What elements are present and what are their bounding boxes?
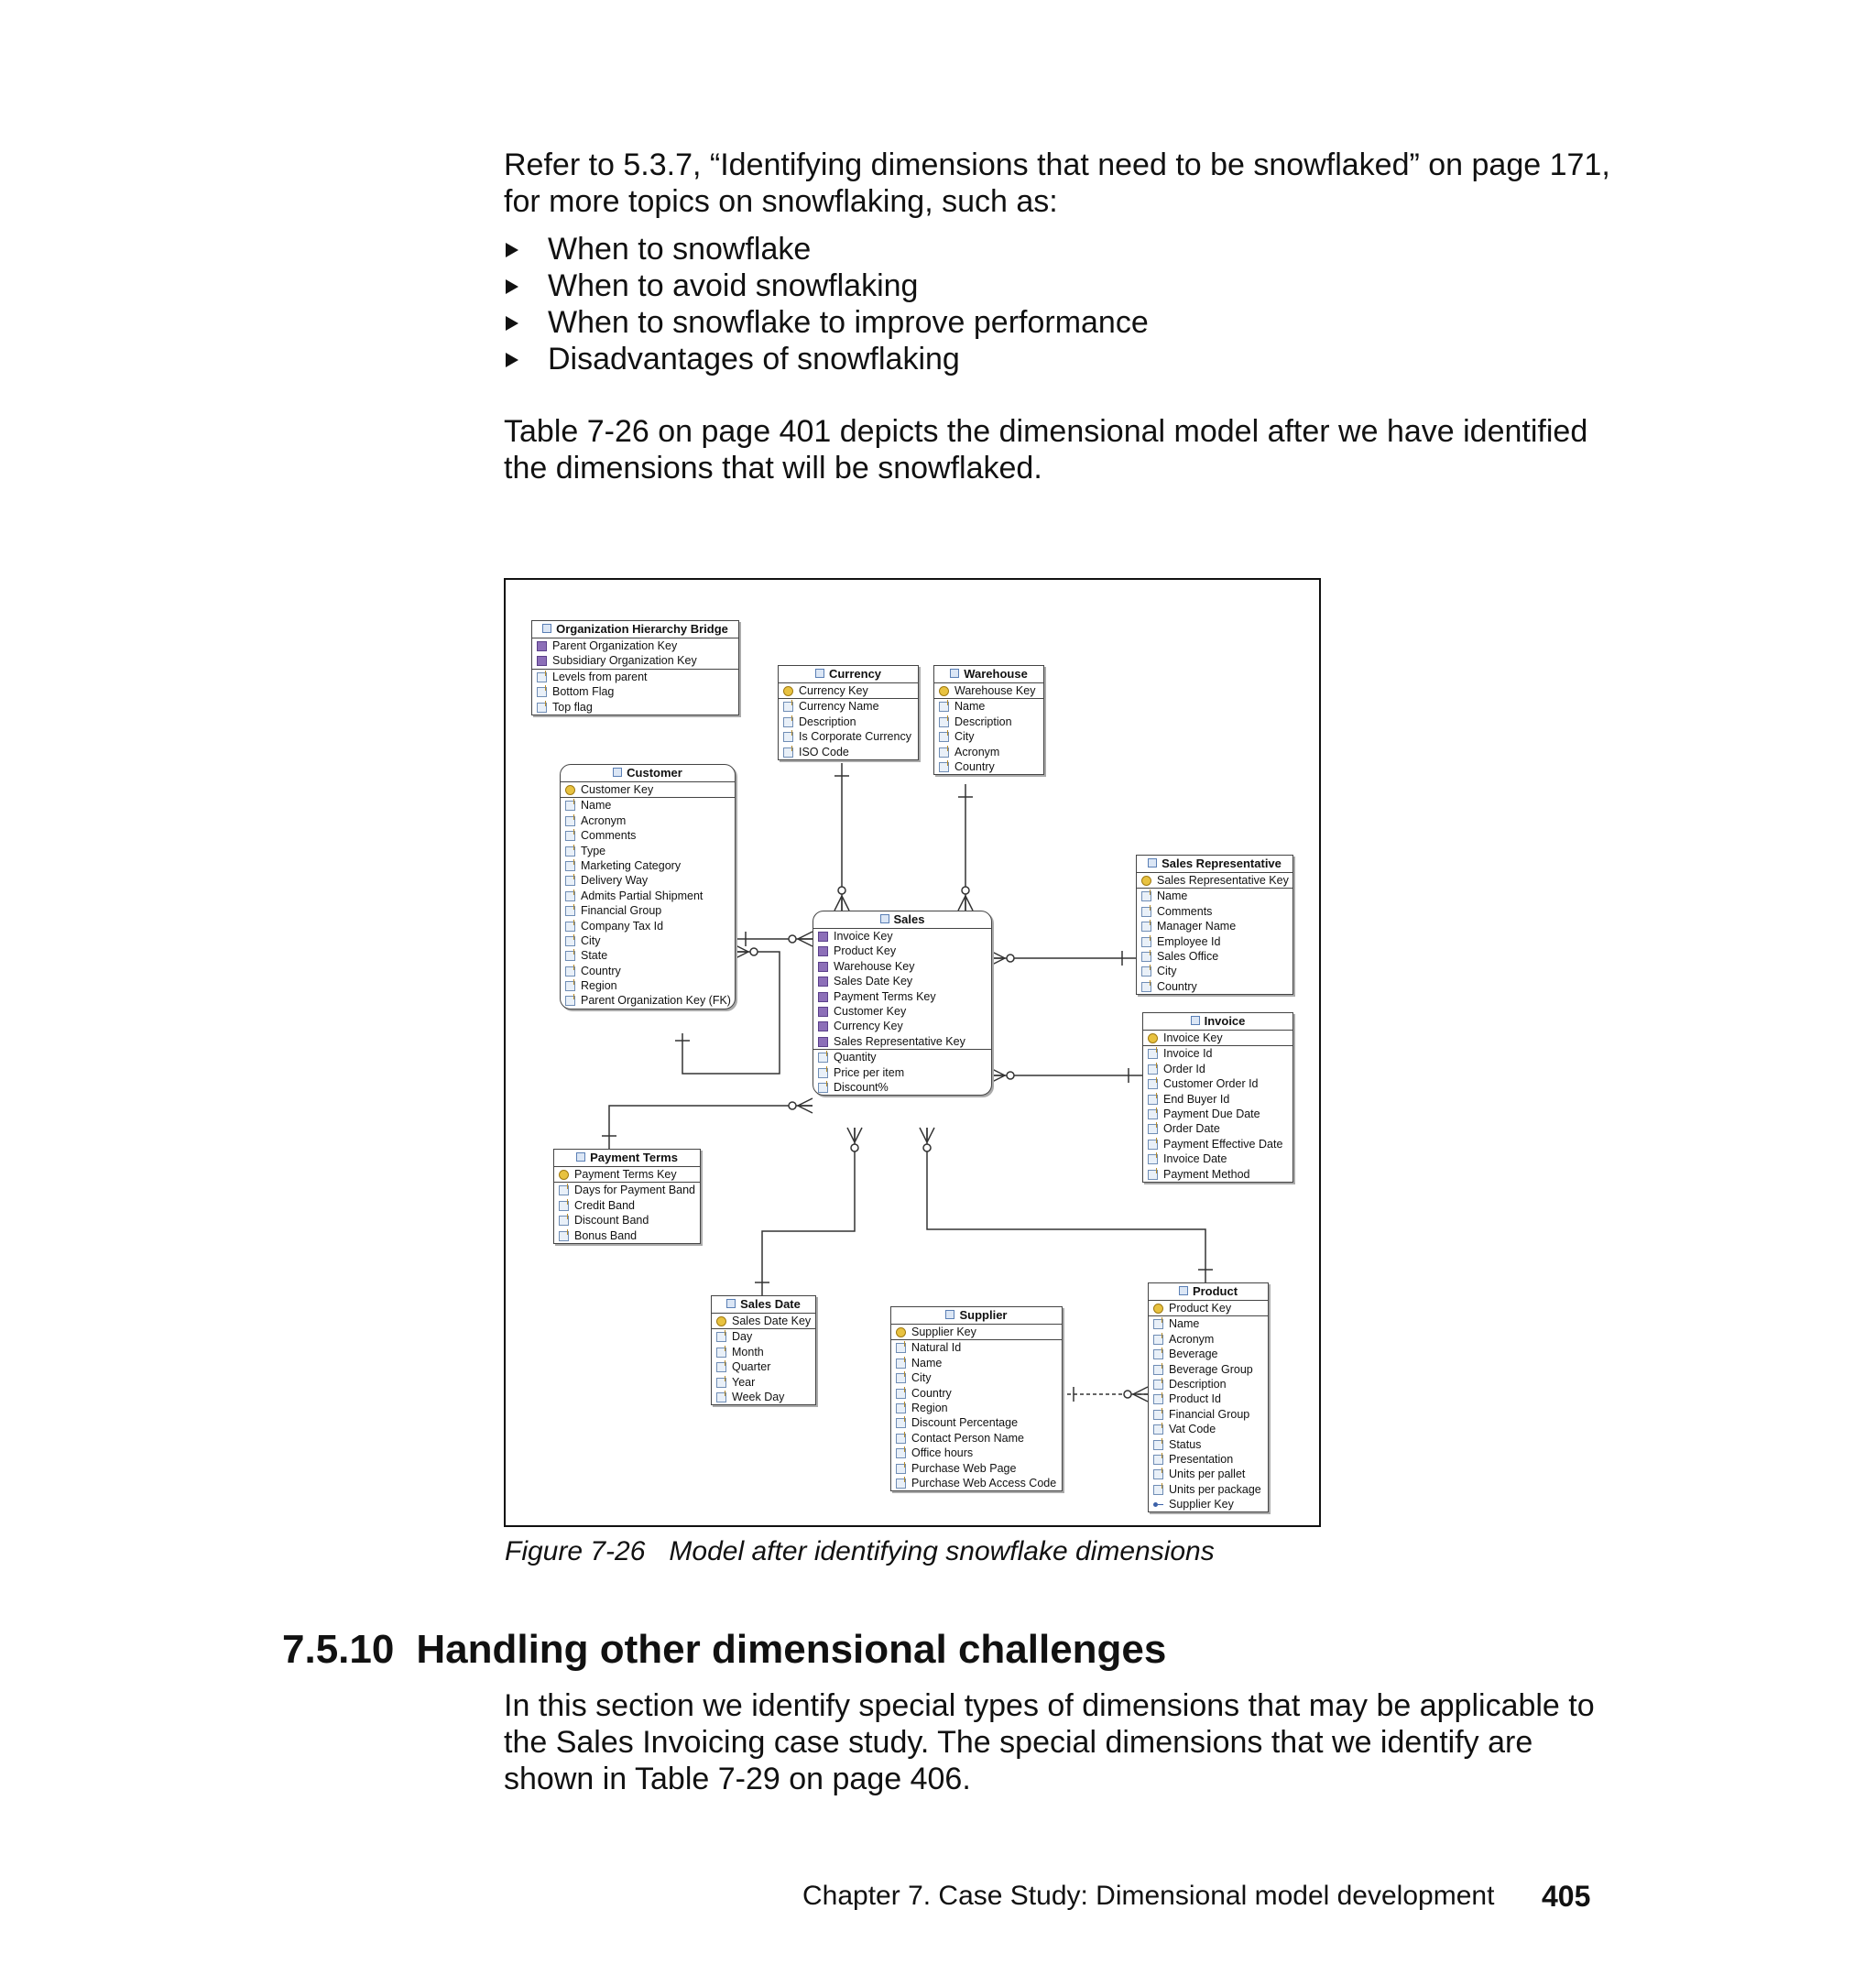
column-icon xyxy=(537,672,547,682)
bullet-text: When to avoid snowflaking xyxy=(548,268,919,303)
entity-attribute: Supplier Key xyxy=(1149,1497,1268,1511)
section-heading xyxy=(282,1626,1166,1674)
entity-attributes xyxy=(779,699,918,759)
entity-attribute: Invoice Key xyxy=(813,929,991,944)
entity-title-text: Payment Terms xyxy=(590,1151,678,1164)
column-icon xyxy=(896,1389,906,1399)
entity-attribute: Country xyxy=(561,964,735,978)
column-icon xyxy=(939,702,949,712)
link-icon xyxy=(1153,1500,1162,1508)
figure-number: Figure 7-26 xyxy=(505,1536,646,1566)
foreign-key-icon xyxy=(818,992,828,1002)
column-icon xyxy=(565,981,575,991)
column-icon xyxy=(559,1216,569,1226)
entity-attribute: Name xyxy=(934,699,1043,714)
entity-attributes xyxy=(1137,889,1292,994)
column-icon xyxy=(783,732,793,742)
entity-attribute: Invoice Date xyxy=(1143,1151,1292,1166)
column-icon xyxy=(1148,1095,1158,1105)
column-icon xyxy=(1148,1154,1158,1164)
entity-warehouse xyxy=(933,665,1044,775)
key-icon xyxy=(896,1327,906,1337)
column-icon xyxy=(896,1403,906,1413)
figure-caption xyxy=(505,1535,1215,1568)
column-icon xyxy=(1141,907,1151,917)
entity-title xyxy=(712,1296,815,1314)
intro-paragraph: Refer to 5.3.7, “Identifying dimensions that need to be snowflaked” on page 171, for more topics on snowflaking, such as: xyxy=(504,147,1610,219)
bullet-triangle-icon xyxy=(506,243,518,257)
entity-attribute: Purchase Web Page xyxy=(891,1461,1062,1476)
column-icon xyxy=(565,876,575,886)
table-icon xyxy=(945,1310,954,1319)
entity-payterms xyxy=(553,1149,701,1244)
entity-attribute: City xyxy=(1137,964,1292,978)
bullet-text: When to snowflake to improve performance xyxy=(548,305,1149,340)
table-icon xyxy=(613,768,622,777)
table-icon xyxy=(815,669,824,678)
crows-foot-marker xyxy=(847,1128,862,1151)
entity-title xyxy=(1149,1283,1268,1301)
entity-attribute: Discount Percentage xyxy=(891,1415,1062,1430)
column-icon xyxy=(559,1201,569,1211)
entity-title xyxy=(813,911,991,929)
entity-attribute: Discount Band xyxy=(554,1213,700,1228)
entity-keys xyxy=(712,1314,815,1329)
column-icon xyxy=(1148,1109,1158,1119)
column-icon xyxy=(1153,1410,1163,1420)
entity-attribute: Payment Terms Key xyxy=(554,1167,700,1182)
column-icon xyxy=(565,936,575,946)
footer-chapter: Chapter 7. Case Study: Dimensional model development xyxy=(802,1881,1495,1911)
bullet-triangle-icon xyxy=(506,316,518,331)
crows-foot-marker xyxy=(834,887,849,911)
footer-page-number: 405 xyxy=(1542,1880,1591,1913)
column-icon xyxy=(559,1185,569,1195)
column-icon xyxy=(1141,937,1151,947)
entity-keys xyxy=(934,683,1043,699)
column-icon xyxy=(716,1348,726,1358)
crows-foot-marker xyxy=(990,951,1014,966)
entity-title-text: Product xyxy=(1192,1284,1238,1298)
column-icon xyxy=(716,1332,726,1342)
entity-attribute: Parent Organization Key (FK) xyxy=(561,993,735,1008)
entity-attribute: Day xyxy=(712,1329,815,1344)
entity-attribute: Week Day xyxy=(712,1390,815,1404)
entity-keys xyxy=(891,1325,1062,1340)
entity-attribute: Days for Payment Band xyxy=(554,1183,700,1197)
column-icon xyxy=(1153,1365,1163,1375)
entity-attribute: Discount% xyxy=(813,1080,991,1095)
entity-attribute: Office hours xyxy=(891,1446,1062,1460)
entity-attribute: Employee Id xyxy=(1137,934,1292,949)
entity-attribute: Purchase Web Access Code xyxy=(891,1476,1062,1490)
entity-attribute: Vat Code xyxy=(1149,1422,1268,1436)
column-icon xyxy=(1153,1424,1163,1435)
column-icon xyxy=(716,1362,726,1372)
entity-attribute: Year xyxy=(712,1375,815,1390)
entity-attribute: ISO Code xyxy=(779,745,918,759)
entity-attribute: Admits Partial Shipment xyxy=(561,889,735,903)
foreign-key-icon xyxy=(818,962,828,972)
key-icon xyxy=(565,785,575,795)
column-icon xyxy=(559,1231,569,1241)
entity-attribute: Acronym xyxy=(934,745,1043,759)
entity-attribute: Marketing Category xyxy=(561,858,735,873)
column-icon xyxy=(1141,891,1151,901)
column-icon xyxy=(783,717,793,727)
entity-invoice xyxy=(1142,1012,1293,1183)
entity-title-text: Organization Hierarchy Bridge xyxy=(556,622,728,636)
column-icon xyxy=(565,906,575,916)
entity-attribute: Delivery Way xyxy=(561,873,735,888)
entity-title-text: Supplier xyxy=(959,1308,1008,1322)
bullet-item xyxy=(504,231,1149,267)
entity-title-text: Warehouse xyxy=(964,667,1028,681)
column-icon xyxy=(565,922,575,932)
entity-salesrep xyxy=(1136,855,1293,995)
entity-attribute: Description xyxy=(934,715,1043,729)
key-icon xyxy=(1148,1033,1158,1043)
entity-attribute: Sales Date Key xyxy=(813,974,991,988)
entity-attribute: Warehouse Key xyxy=(813,959,991,974)
column-icon xyxy=(565,846,575,857)
entity-attributes xyxy=(712,1329,815,1404)
table-icon xyxy=(1148,858,1157,868)
entity-title xyxy=(779,666,918,683)
column-icon xyxy=(896,1479,906,1489)
column-icon xyxy=(1153,1349,1163,1359)
column-icon xyxy=(939,732,949,742)
entity-title xyxy=(891,1307,1062,1325)
entity-attribute: Manager Name xyxy=(1137,919,1292,933)
column-icon xyxy=(939,762,949,772)
column-icon xyxy=(1141,982,1151,992)
column-icon xyxy=(818,1053,828,1063)
entity-attribute: Name xyxy=(1149,1316,1268,1331)
entity-attribute: Comments xyxy=(1137,904,1292,919)
foreign-key-icon xyxy=(818,1021,828,1031)
bullet-item xyxy=(504,304,1149,341)
entity-attribute: Order Id xyxy=(1143,1062,1292,1076)
entity-attribute: Sales Date Key xyxy=(712,1314,815,1328)
column-icon xyxy=(1148,1064,1158,1075)
entity-title-text: Customer xyxy=(627,766,682,780)
entity-attribute: Month xyxy=(712,1345,815,1359)
entity-attribute: City xyxy=(561,933,735,948)
table-icon xyxy=(1179,1286,1188,1295)
entity-attribute: Quarter xyxy=(712,1359,815,1374)
foreign-key-icon xyxy=(818,977,828,987)
entity-keys xyxy=(1137,873,1292,889)
entity-attribute: Financial Group xyxy=(1149,1407,1268,1422)
entity-attribute: Comments xyxy=(561,828,735,843)
entity-attribute: Status xyxy=(1149,1437,1268,1452)
relationship-line xyxy=(609,1106,813,1149)
entity-attribute: Region xyxy=(561,978,735,993)
entity-title-text: Sales Representative xyxy=(1162,857,1282,870)
entity-title-text: Invoice xyxy=(1204,1014,1246,1028)
entity-attribute: Units per pallet xyxy=(1149,1467,1268,1481)
entity-attribute: Bonus Band xyxy=(554,1228,700,1243)
entity-attributes xyxy=(1149,1316,1268,1511)
key-icon xyxy=(559,1170,569,1180)
column-icon xyxy=(565,801,575,811)
entity-attribute: Order Date xyxy=(1143,1121,1292,1136)
entity-attribute: Parent Organization Key xyxy=(532,638,738,653)
entity-attribute: Product Key xyxy=(1149,1301,1268,1315)
entity-org xyxy=(531,620,739,715)
foreign-key-icon xyxy=(818,946,828,956)
entity-attribute: Payment Due Date xyxy=(1143,1107,1292,1121)
section-paragraph: In this section we identify special types of dimensions that may be applicable to the Sales Invoicing case study. The special dimensions that we identify are shown in Table 7-29 on page 406. xyxy=(504,1688,1595,1796)
entity-attribute: Product Key xyxy=(813,944,991,958)
entity-attribute: Sales Representative Key xyxy=(1137,873,1292,888)
entity-attribute: Supplier Key xyxy=(891,1325,1062,1339)
bullet-triangle-icon xyxy=(506,279,518,294)
column-icon xyxy=(537,687,547,697)
foreign-key-icon xyxy=(818,932,828,942)
column-icon xyxy=(783,702,793,712)
entity-attribute: Levels from parent xyxy=(532,670,738,684)
entity-attribute: State xyxy=(561,948,735,963)
section-number: 7.5.10 xyxy=(282,1627,395,1672)
entity-attribute: Beverage Group xyxy=(1149,1362,1268,1377)
entity-customer xyxy=(560,764,736,1009)
column-icon xyxy=(1148,1049,1158,1059)
column-icon xyxy=(939,747,949,758)
entity-attribute: Name xyxy=(561,798,735,813)
entity-attribute: Region xyxy=(891,1401,1062,1415)
key-icon xyxy=(716,1316,726,1326)
table-icon xyxy=(950,669,959,678)
entity-attribute: Price per item xyxy=(813,1065,991,1080)
entity-attribute: Top flag xyxy=(532,700,738,715)
key-icon xyxy=(1141,876,1151,886)
column-icon xyxy=(896,1464,906,1474)
column-icon xyxy=(818,1068,828,1078)
entity-attribute: Currency Name xyxy=(779,699,918,714)
column-icon xyxy=(1141,922,1151,932)
column-icon xyxy=(716,1378,726,1388)
column-icon xyxy=(565,891,575,901)
column-icon xyxy=(1153,1485,1163,1495)
entity-title xyxy=(1137,856,1292,873)
entity-attribute: Invoice Key xyxy=(1143,1031,1292,1045)
column-icon xyxy=(716,1392,726,1402)
entity-title xyxy=(532,621,738,638)
column-icon xyxy=(1153,1455,1163,1465)
entity-attribute: Natural Id xyxy=(891,1340,1062,1355)
bullet-text: Disadvantages of snowflaking xyxy=(548,342,960,376)
column-icon xyxy=(565,966,575,977)
entity-attributes xyxy=(934,699,1043,774)
key-icon xyxy=(783,686,793,696)
entity-attribute: Description xyxy=(1149,1377,1268,1391)
entity-keys xyxy=(532,638,738,670)
entity-attribute: Currency Key xyxy=(813,1019,991,1033)
entity-keys xyxy=(813,929,991,1050)
bullet-triangle-icon xyxy=(506,353,518,367)
model-paragraph: Table 7-26 on page 401 depicts the dimensional model after we have identified the dimensions that will be snowflaked. xyxy=(504,414,1588,486)
entity-title xyxy=(561,765,735,782)
entity-attribute: Sales Representative Key xyxy=(813,1034,991,1049)
entity-attribute: Payment Effective Date xyxy=(1143,1137,1292,1151)
entity-attribute: Acronym xyxy=(561,813,735,828)
entity-attribute: Beverage xyxy=(1149,1347,1268,1361)
table-icon xyxy=(1191,1016,1200,1025)
entity-attribute: Subsidiary Organization Key xyxy=(532,653,738,668)
table-icon xyxy=(880,914,889,923)
column-icon xyxy=(818,1083,828,1093)
entity-attribute: Credit Band xyxy=(554,1198,700,1213)
column-icon xyxy=(1153,1440,1163,1450)
figure-caption-text: Model after identifying snowflake dimensions xyxy=(669,1536,1215,1566)
entity-keys xyxy=(554,1167,700,1183)
column-icon xyxy=(896,1343,906,1353)
column-icon xyxy=(1153,1380,1163,1390)
er-diagram-figure xyxy=(504,578,1321,1527)
entity-currency xyxy=(778,665,919,760)
column-icon xyxy=(939,717,949,727)
column-icon xyxy=(537,703,547,713)
entity-attribute: Name xyxy=(891,1356,1062,1370)
column-icon xyxy=(896,1434,906,1444)
crows-foot-marker xyxy=(1124,1387,1148,1402)
entity-title xyxy=(1143,1013,1292,1031)
entity-attributes xyxy=(561,798,735,1008)
entity-attributes xyxy=(813,1050,991,1095)
column-icon xyxy=(565,861,575,871)
entity-attribute: Presentation xyxy=(1149,1452,1268,1467)
entity-product xyxy=(1148,1282,1269,1512)
column-icon xyxy=(565,996,575,1006)
entity-title-text: Currency xyxy=(828,667,882,681)
column-icon xyxy=(1148,1124,1158,1134)
entity-attribute: Payment Terms Key xyxy=(813,989,991,1004)
crows-foot-marker xyxy=(990,1068,1014,1083)
entity-attribute: Bottom Flag xyxy=(532,684,738,699)
entity-attribute: Quantity xyxy=(813,1050,991,1064)
entity-attributes xyxy=(891,1340,1062,1490)
entity-attribute: Customer Key xyxy=(561,782,735,797)
entity-sales xyxy=(813,911,992,1096)
bullet-text: When to snowflake xyxy=(548,232,812,267)
crows-foot-marker xyxy=(789,1098,813,1113)
entity-attribute: Invoice Id xyxy=(1143,1046,1292,1061)
entity-attribute: Payment Method xyxy=(1143,1167,1292,1182)
entity-attribute: Acronym xyxy=(1149,1332,1268,1347)
entity-keys xyxy=(1149,1301,1268,1316)
column-icon xyxy=(896,1373,906,1383)
crows-foot-marker xyxy=(958,887,973,911)
entity-title-text: Sales Date xyxy=(740,1297,801,1311)
foreign-key-icon xyxy=(818,1037,828,1047)
entity-attribute: Customer Key xyxy=(813,1004,991,1019)
entity-attribute: Country xyxy=(891,1386,1062,1401)
entity-attributes xyxy=(554,1183,700,1243)
entity-attribute: Customer Order Id xyxy=(1143,1076,1292,1091)
entity-attribute: Description xyxy=(779,715,918,729)
entity-attributes xyxy=(1143,1046,1292,1182)
foreign-key-icon xyxy=(537,641,547,651)
entity-supplier xyxy=(890,1306,1063,1491)
column-icon xyxy=(1148,1170,1158,1180)
foreign-key-icon xyxy=(537,656,547,666)
entity-attribute: Name xyxy=(1137,889,1292,903)
entity-attribute: Country xyxy=(934,759,1043,774)
entity-title xyxy=(554,1150,700,1167)
column-icon xyxy=(1153,1394,1163,1404)
foreign-key-icon xyxy=(818,1007,828,1017)
table-icon xyxy=(576,1152,585,1162)
column-icon xyxy=(896,1418,906,1428)
column-icon xyxy=(1148,1140,1158,1150)
entity-attribute: Is Corporate Currency xyxy=(779,729,918,744)
bullet-item xyxy=(504,341,1149,377)
table-icon xyxy=(542,624,551,633)
entity-attribute: Contact Person Name xyxy=(891,1431,1062,1446)
column-icon xyxy=(1153,1335,1163,1345)
column-icon xyxy=(1153,1319,1163,1329)
entity-attribute: City xyxy=(891,1370,1062,1385)
entity-attribute: Units per package xyxy=(1149,1482,1268,1497)
entity-attribute: City xyxy=(934,729,1043,744)
column-icon xyxy=(565,816,575,826)
key-icon xyxy=(1153,1304,1163,1314)
column-icon xyxy=(1148,1079,1158,1089)
entity-attribute: Financial Group xyxy=(561,903,735,918)
entity-attribute: Type xyxy=(561,844,735,858)
column-icon xyxy=(896,1448,906,1458)
entity-attribute: Product Id xyxy=(1149,1391,1268,1406)
section-title: Handling other dimensional challenges xyxy=(416,1627,1167,1672)
entity-title xyxy=(934,666,1043,683)
entity-keys xyxy=(779,683,918,699)
column-icon xyxy=(783,747,793,758)
entity-attribute: Company Tax Id xyxy=(561,919,735,933)
column-icon xyxy=(1141,952,1151,962)
entity-keys xyxy=(561,782,735,798)
entity-attribute: Sales Office xyxy=(1137,949,1292,964)
column-icon xyxy=(1141,966,1151,977)
column-icon xyxy=(1153,1469,1163,1479)
crows-foot-marker xyxy=(734,944,758,959)
bullet-item xyxy=(504,267,1149,304)
entity-attribute: Currency Key xyxy=(779,683,918,698)
relationship-line xyxy=(762,1128,855,1295)
entity-keys xyxy=(1143,1031,1292,1046)
entity-attribute: Country xyxy=(1137,979,1292,994)
crows-foot-marker xyxy=(920,1128,934,1151)
table-icon xyxy=(726,1299,736,1308)
column-icon xyxy=(565,951,575,961)
crows-foot-marker xyxy=(789,932,813,946)
entity-attribute: End Buyer Id xyxy=(1143,1092,1292,1107)
entity-attribute: Warehouse Key xyxy=(934,683,1043,698)
column-icon xyxy=(896,1359,906,1369)
entity-salesdate xyxy=(711,1295,816,1405)
entity-title-text: Sales xyxy=(893,912,925,926)
column-icon xyxy=(565,831,575,841)
bullet-list xyxy=(504,231,1149,377)
key-icon xyxy=(939,686,949,696)
entity-attributes xyxy=(532,670,738,715)
